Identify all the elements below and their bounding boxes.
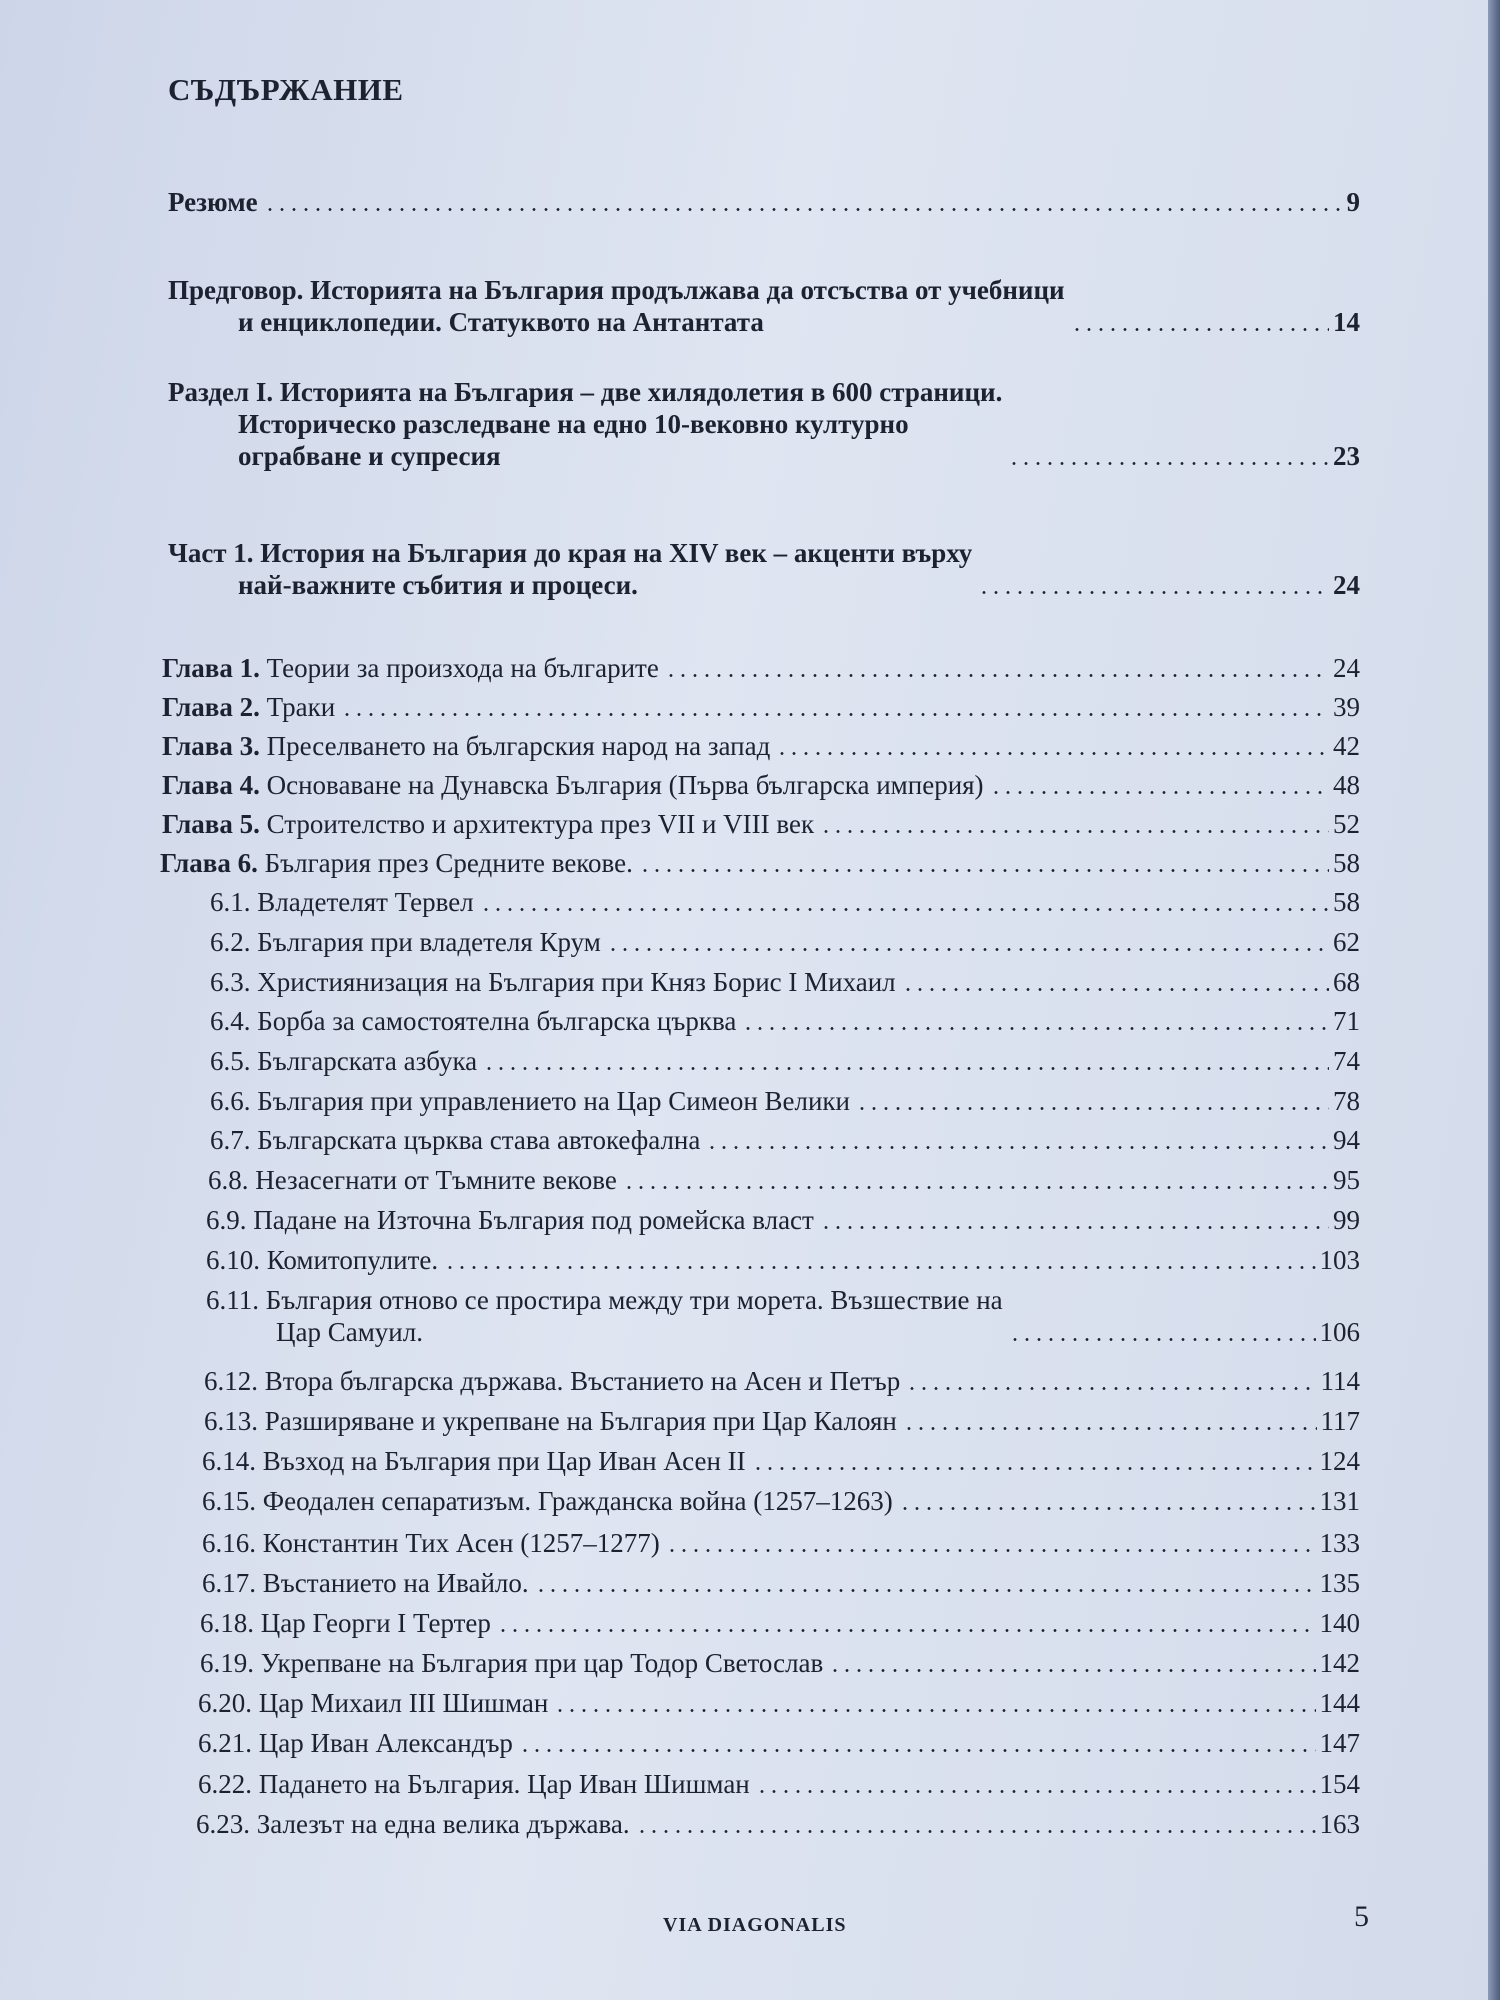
dot-leader — [554, 1709, 1315, 1712]
entry-page-number: 23 — [1333, 441, 1360, 471]
entry-title: България през Средните векове. — [264, 848, 633, 878]
entry-page-number: 62 — [1333, 927, 1360, 957]
toc-entry — [210, 966, 1360, 998]
entry-title: 6.7. Българската църква става автокефална — [210, 1125, 701, 1155]
toc-entry — [196, 1808, 1360, 1840]
publisher-footer: VIA DIAGONALIS — [663, 1914, 847, 1936]
chapter-label: Глава 5. — [162, 809, 267, 839]
toc-entry — [210, 926, 1360, 958]
dot-leader — [906, 1387, 1316, 1390]
entry-title: 6.10. Комитопулите. — [206, 1245, 439, 1275]
entry-page-number: 144 — [1319, 1688, 1360, 1718]
chapter-label: Глава 6. — [160, 848, 265, 878]
dot-leader — [990, 791, 1329, 794]
toc-entry — [200, 1647, 1360, 1679]
toc-entry — [198, 1687, 1360, 1719]
dot-leader — [756, 1790, 1316, 1793]
toc-entry — [210, 1085, 1360, 1117]
dot-leader — [706, 1146, 1329, 1149]
entry-title: 6.12. Втора българска държава. Въстанието на Асен и Петър — [204, 1366, 901, 1396]
toc-entry — [168, 274, 1360, 338]
entry-title-line: 6.11. България отново се простира между три морета. Възшествие на — [206, 1285, 1003, 1315]
toc-entry — [204, 1365, 1360, 1397]
dot-leader — [497, 1629, 1316, 1632]
dot-leader — [639, 869, 1329, 872]
page-edge — [1488, 0, 1500, 2000]
entry-title: 6.16. Константин Тих Асен (1257–1277) — [202, 1528, 660, 1558]
dot-leader — [665, 674, 1329, 677]
entry-title: 6.5. Българската азбука — [210, 1046, 478, 1076]
entry-title: 6.8. Незасегнати от Тъмните векове — [208, 1165, 617, 1195]
toc-entry — [202, 1485, 1360, 1517]
dot-leader — [636, 1830, 1316, 1833]
toc-entry — [198, 1768, 1360, 1800]
dot-leader — [341, 713, 1329, 716]
page-title: СЪДЪРЖАНИЕ — [168, 72, 404, 107]
entry-title-line: Историческо разследване на едно 10-вековно културно — [238, 409, 909, 439]
entry-page-number: 117 — [1320, 1406, 1360, 1436]
entry-page-number: 99 — [1333, 1205, 1360, 1235]
dot-leader — [820, 830, 1329, 833]
entry-title: 6.23. Залезът на една велика държава. — [196, 1809, 630, 1839]
toc-entry — [204, 1405, 1360, 1437]
dot-leader — [856, 1107, 1329, 1110]
entry-page-number: 94 — [1333, 1125, 1360, 1155]
dot-leader — [607, 948, 1329, 951]
toc-entry — [198, 1727, 1360, 1759]
entry-title-line: Част 1. История на България до края на XIV век – акценти върху — [168, 538, 973, 568]
toc-entry — [206, 1204, 1360, 1236]
toc-entry — [168, 186, 1360, 218]
chapter-label: Глава 3. — [162, 731, 267, 761]
entry-title: 6.13. Разширяване и укрепване на България при Цар Калоян — [204, 1406, 897, 1436]
toc-entry — [162, 808, 1360, 840]
entry-title — [168, 274, 1065, 338]
dot-leader — [1008, 462, 1329, 465]
entry-title-line: най-важните събития и процеси. — [238, 570, 638, 600]
entry-title: 6.14. Възход на България при Цар Иван Асен II — [202, 1446, 746, 1476]
entry-page-number: 163 — [1319, 1809, 1360, 1839]
dot-leader — [752, 1467, 1316, 1470]
entry-page-number: 74 — [1333, 1046, 1360, 1076]
entry-title-line: Цар Самуил. — [276, 1317, 423, 1347]
entry-title: 6.18. Цар Георги I Тертер — [200, 1608, 491, 1638]
toc-entry — [210, 886, 1360, 918]
entry-page-number: 154 — [1319, 1769, 1360, 1799]
dot-leader — [742, 1027, 1329, 1030]
entry-title — [168, 376, 1002, 472]
entry-page-number: 114 — [1320, 1366, 1360, 1396]
entry-title: 6.20. Цар Михаил III Шишман — [198, 1688, 549, 1718]
toc-entry — [168, 537, 1360, 601]
entry-page-number: 42 — [1333, 731, 1360, 761]
entry-title: Резюме — [168, 187, 258, 217]
entry-page-number: 58 — [1333, 848, 1360, 878]
dot-leader — [829, 1669, 1315, 1672]
toc-entry — [200, 1607, 1360, 1639]
entry-page-number: 24 — [1333, 570, 1360, 600]
entry-title: 6.3. Християнизация на България при Княз Борис I Михаил — [210, 967, 896, 997]
entry-page-number: 106 — [1319, 1317, 1360, 1347]
entry-page-number: 140 — [1319, 1608, 1360, 1638]
chapter-label: Глава 4. — [162, 770, 267, 800]
entry-page-number: 58 — [1333, 887, 1360, 917]
entry-page-number: 71 — [1333, 1006, 1360, 1036]
toc-entry — [210, 1045, 1360, 1077]
entry-page-number: 48 — [1333, 770, 1360, 800]
dot-leader — [978, 591, 1329, 594]
entry-page-number: 133 — [1319, 1528, 1360, 1558]
dot-leader — [776, 752, 1329, 755]
entry-page-number: 131 — [1319, 1486, 1360, 1516]
dot-leader — [444, 1266, 1315, 1269]
entry-title: 6.9. Падане на Източна България под ромейска власт — [206, 1205, 814, 1235]
entry-title-line: ограбване и супресия — [238, 441, 501, 471]
toc-entry — [168, 376, 1360, 472]
entry-title-line: Раздел I. Историята на България – две хилядолетия в 600 страници. — [168, 377, 1003, 407]
dot-leader — [820, 1226, 1329, 1229]
chapter-label: Глава 2. — [162, 692, 267, 722]
toc-entry — [206, 1284, 1360, 1348]
toc-entry — [210, 1005, 1360, 1037]
toc-entry — [206, 1244, 1360, 1276]
entry-page-number: 78 — [1333, 1086, 1360, 1116]
dot-leader — [1009, 1338, 1316, 1341]
toc-entry — [208, 1164, 1360, 1196]
entry-page-number: 142 — [1319, 1648, 1360, 1678]
entry-page-number: 147 — [1319, 1728, 1360, 1758]
entry-title: 6.19. Укрепване на България при цар Тодор Светослав — [200, 1648, 824, 1678]
toc-entry — [162, 652, 1360, 684]
dot-leader — [1071, 328, 1329, 331]
toc-entry — [160, 847, 1360, 879]
entry-page-number: 39 — [1333, 692, 1360, 722]
entry-title: Преселването на българския народ на запад — [266, 731, 771, 761]
entry-title: Траки — [266, 692, 336, 722]
entry-page-number: 24 — [1333, 653, 1360, 683]
page-number: 5 — [1354, 1900, 1369, 1933]
entry-page-number: 124 — [1319, 1446, 1360, 1476]
chapter-label: Глава 1. — [162, 653, 267, 683]
entry-title: 6.2. България при владетеля Крум — [210, 927, 601, 957]
entry-title-line: и енциклопедии. Статуквото на Антантата — [238, 307, 764, 337]
entry-title: 6.15. Феодален сепаратизъм. Гражданска война (1257–1263) — [202, 1486, 893, 1516]
entry-title — [206, 1284, 1003, 1348]
entry-title-line: Предговор. Историята на България продължава да отсъства от учебници — [168, 275, 1065, 305]
entry-page-number: 9 — [1346, 187, 1360, 217]
toc-entry — [202, 1527, 1360, 1559]
toc-entry — [162, 691, 1360, 723]
entry-title: 6.6. България при управлението на Цар Симеон Велики — [210, 1086, 850, 1116]
entry-title: 6.22. Падането на България. Цар Иван Шишман — [198, 1769, 750, 1799]
toc-entry — [202, 1445, 1360, 1477]
dot-leader — [519, 1749, 1316, 1752]
entry-title: Основаване на Дунавска България (Първа българска империя) — [266, 770, 984, 800]
toc-entry — [210, 1124, 1360, 1156]
entry-page-number: 14 — [1333, 307, 1360, 337]
entry-page-number: 95 — [1333, 1165, 1360, 1195]
dot-leader — [264, 208, 1343, 211]
toc-entry — [202, 1567, 1360, 1599]
dot-leader — [483, 1067, 1329, 1070]
entry-title: 6.17. Въстанието на Ивайло. — [202, 1568, 529, 1598]
toc-entry — [162, 730, 1360, 762]
entry-page-number: 68 — [1333, 967, 1360, 997]
dot-leader — [902, 988, 1329, 991]
dot-leader — [903, 1427, 1317, 1430]
entry-title: Строителство и архитектура през VII и VIII век — [266, 809, 815, 839]
entry-page-number: 52 — [1333, 809, 1360, 839]
entry-title: 6.4. Борба за самостоятелна българска църква — [210, 1006, 737, 1036]
entry-title: Теории за произхода на българите — [266, 653, 659, 683]
dot-leader — [899, 1507, 1316, 1510]
entry-title: 6.1. Владетелят Тервел — [210, 887, 474, 917]
dot-leader — [623, 1186, 1329, 1189]
dot-leader — [535, 1589, 1316, 1592]
entry-page-number: 135 — [1319, 1568, 1360, 1598]
dot-leader — [480, 908, 1329, 911]
toc-entry — [162, 769, 1360, 801]
entry-title — [168, 537, 972, 601]
entry-page-number: 103 — [1319, 1245, 1360, 1275]
entry-title: 6.21. Цар Иван Александър — [198, 1728, 513, 1758]
dot-leader — [666, 1549, 1316, 1552]
